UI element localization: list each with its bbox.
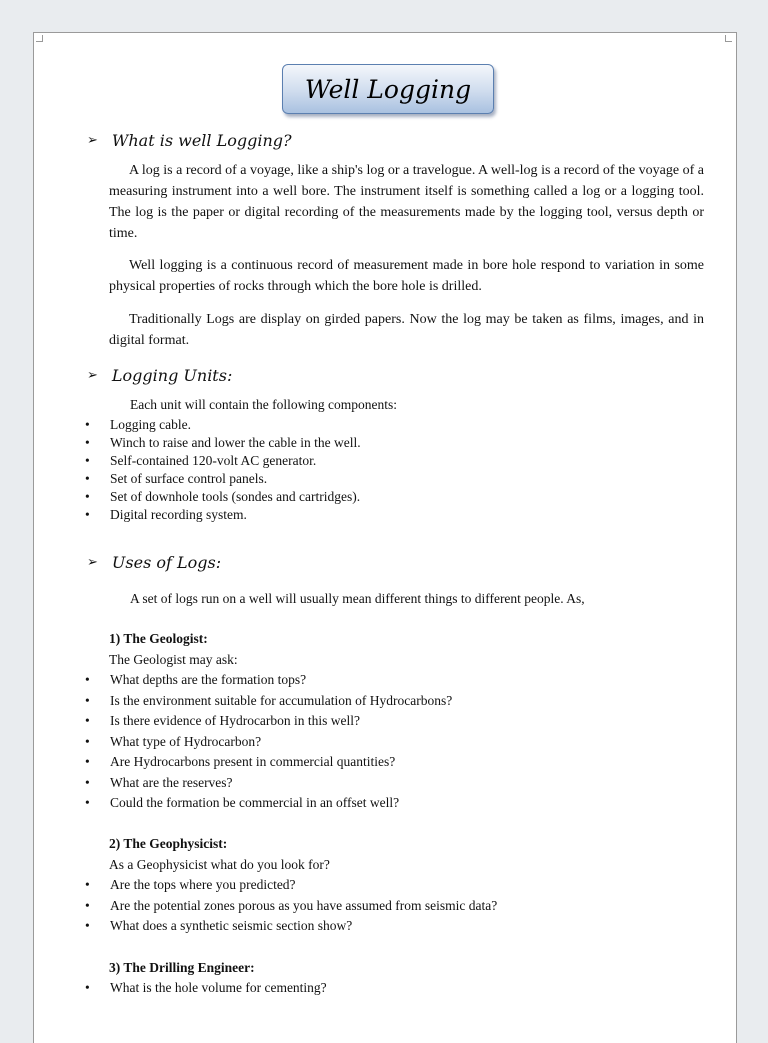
- list-item: • What does a synthetic seismic section show?: [85, 918, 353, 933]
- section-intro: Each unit will contain the following components:: [130, 397, 397, 412]
- list-item: • What is the hole volume for cementing?: [85, 980, 327, 995]
- sub-lead: The Geologist may ask:: [109, 652, 238, 667]
- list-item: • Are Hydrocarbons present in commercial quantities?: [85, 754, 396, 769]
- list-item: • Could the formation be commercial in an offset well?: [85, 795, 400, 810]
- bullet-icon: •: [85, 453, 90, 468]
- bullet-icon: •: [85, 471, 90, 486]
- bullet-icon: •: [85, 693, 90, 708]
- section-heading-what: [87, 131, 292, 150]
- subheading-geologist: 1) The Geologist:: [109, 631, 208, 646]
- bullet-icon: •: [85, 734, 90, 749]
- bullet-icon: •: [85, 918, 90, 933]
- subheading-geophysicist: 2) The Geophysicist:: [109, 836, 228, 851]
- list-item: • Self-contained 120-volt AC generator.: [85, 453, 317, 468]
- paragraph: Well logging is a continuous record of measurement made in bore hole respond to variation in some physical properties of rocks through which the bore hole is drilled.: [109, 258, 704, 294]
- list-item: • Digital recording system.: [85, 507, 247, 522]
- section-intro: A set of logs run on a well will usually mean different things to different people. As,: [130, 591, 585, 606]
- bullet-icon: •: [85, 754, 90, 769]
- bullet-icon: •: [85, 795, 90, 810]
- bullet-icon: •: [85, 672, 90, 687]
- arrow-bullet-icon: ➢: [87, 133, 98, 148]
- margin-corner-mark: [725, 35, 732, 42]
- list-item: • Winch to raise and lower the cable in the well.: [85, 435, 361, 450]
- bullet-icon: •: [85, 435, 90, 450]
- margin-corner-mark: [36, 35, 43, 42]
- section-heading-label: Uses of Logs:: [111, 553, 222, 572]
- list-item: • What are the reserves?: [85, 775, 233, 790]
- bullet-icon: •: [85, 417, 90, 432]
- list-item: • Logging cable.: [85, 417, 191, 432]
- bullet-icon: •: [85, 898, 90, 913]
- arrow-bullet-icon: ➢: [87, 368, 98, 383]
- list-item: • Are the tops where you predicted?: [85, 877, 296, 892]
- arrow-bullet-icon: ➢: [87, 555, 98, 570]
- document-title: Well Logging: [282, 64, 494, 114]
- section-heading-label: Logging Units:: [111, 366, 233, 385]
- paragraph: A log is a record of a voyage, like a ship's log or a travelogue. A well-log is a record of the voyage of a measuring instrument into a well bore. The instrument itself is something called a log or a logging tool. The log is the paper or digital recording of the measurements made by the logging tool, versus depth or time.: [109, 163, 704, 241]
- list-item: • Are the potential zones porous as you have assumed from seismic data?: [85, 898, 498, 913]
- list-item: • Set of downhole tools (sondes and cartridges).: [85, 489, 361, 504]
- list-item: • Is there evidence of Hydrocarbon in this well?: [85, 713, 361, 728]
- bullet-icon: •: [85, 775, 90, 790]
- paragraph: Traditionally Logs are display on girded papers. Now the log may be taken as films, images, and in digital format.: [109, 312, 704, 348]
- bullet-icon: •: [85, 980, 90, 995]
- bullet-icon: •: [85, 489, 90, 504]
- bullet-icon: •: [85, 713, 90, 728]
- section-heading-units: [87, 366, 232, 385]
- bullet-icon: •: [85, 507, 90, 522]
- section-heading-uses: [87, 553, 221, 572]
- list-item: • What depths are the formation tops?: [85, 672, 307, 687]
- bullet-icon: •: [85, 877, 90, 892]
- subheading-drilling-engineer: 3) The Drilling Engineer:: [109, 960, 255, 975]
- sub-lead: As a Geophysicist what do you look for?: [109, 857, 330, 872]
- section-heading-label: What is well Logging?: [111, 131, 292, 150]
- list-item: • What type of Hydrocarbon?: [85, 734, 262, 749]
- list-item: • Is the environment suitable for accumulation of Hydrocarbons?: [85, 693, 453, 708]
- list-item: • Set of surface control panels.: [85, 471, 268, 486]
